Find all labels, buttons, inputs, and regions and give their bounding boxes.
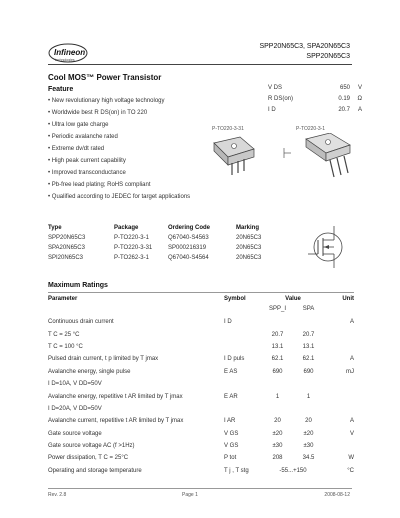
to220-icon xyxy=(300,133,356,179)
key-spec-row xyxy=(268,104,362,115)
max-ratings-divider xyxy=(48,292,354,293)
table-row xyxy=(48,233,286,243)
table-row xyxy=(48,243,286,253)
cell-symbol: P tot xyxy=(224,455,237,462)
cell-ordering-code: Q67040-S4564 xyxy=(168,255,209,261)
max-ratings-table xyxy=(48,294,354,314)
table-row xyxy=(48,452,354,464)
cell-value-spa: 13.1 xyxy=(302,343,315,350)
key-spec-row xyxy=(268,82,362,93)
cell-unit xyxy=(324,390,354,402)
table-row xyxy=(48,465,354,477)
cell-symbol: I D puls xyxy=(224,356,245,363)
cell-unit xyxy=(324,403,354,415)
cell-value-spp: 208 xyxy=(272,455,283,462)
cell-ordering-code: SP000216319 xyxy=(168,245,207,251)
cell-value-spa: 690 xyxy=(303,368,314,375)
cell-value-spp xyxy=(262,378,293,390)
cell-package: P-TO220-3-31 xyxy=(114,245,153,251)
header-unit: Unit xyxy=(342,296,354,302)
cell-parameter: Operating and storage temperature xyxy=(48,467,142,474)
cell-unit: W xyxy=(348,455,354,462)
header-type: Type xyxy=(48,224,62,231)
cell-value-spp: 1 xyxy=(275,393,280,400)
cell-symbol: E AR xyxy=(224,393,238,400)
cell-unit: A xyxy=(349,418,354,425)
table-row xyxy=(48,428,354,440)
cell-value-spa: 62.1 xyxy=(302,356,315,363)
cell-parameter: Gate source voltage AC (f >1Hz) xyxy=(48,443,135,450)
cell-unit xyxy=(324,328,354,340)
cell-value-spp: -55...+150 xyxy=(279,467,307,474)
feature-text: New revolutionary high voltage technology xyxy=(51,98,165,104)
cell-unit: mJ xyxy=(346,368,354,375)
table-row xyxy=(48,353,354,365)
cell-parameter: Power dissipation, T C = 25°C xyxy=(48,455,129,462)
cell-symbol: T j , T stg xyxy=(224,467,249,474)
header-ordering-code: Ordering Code xyxy=(168,224,211,231)
package-to220-image xyxy=(300,133,356,184)
spec-value: 0.19 xyxy=(338,95,350,102)
feature-text: Qualified according to JEDEC for target applications xyxy=(51,194,191,200)
package-label-to220-31: P-TO220-3-31 xyxy=(212,126,244,132)
footer-revision: Rev. 2.8 xyxy=(48,492,67,498)
features-list xyxy=(48,98,190,206)
cell-value-spa: ±20 xyxy=(303,430,314,437)
cell-unit: °C xyxy=(347,467,354,474)
cell-parameter: Avalanche current, repetitive t AR limited by T jmax xyxy=(48,418,184,425)
spec-symbol: I D xyxy=(268,106,276,113)
table-row xyxy=(48,415,354,427)
feature-text: Pb-free lead plating; RoHS compliant xyxy=(51,182,151,188)
n-channel-mosfet-icon xyxy=(306,224,352,270)
cell-marking: 20N65C3 xyxy=(236,245,262,251)
cell-value-spa xyxy=(293,378,324,390)
table-row xyxy=(48,328,354,340)
cell-parameter: Avalanche energy, single pulse xyxy=(48,368,131,375)
header-marking: Marking xyxy=(236,224,260,231)
cell-value-spp: 20.7 xyxy=(271,331,284,338)
cell-value-spp: 20 xyxy=(274,418,281,425)
cell-ordering-code: Q67040-S4563 xyxy=(168,235,209,241)
spec-symbol: R DS(on) xyxy=(268,95,294,102)
feature-item: • Worldwide best R DS(on) in TO 220 xyxy=(48,110,148,116)
empty-cell xyxy=(224,304,262,314)
key-specs xyxy=(268,82,362,115)
cell-symbol: I D xyxy=(224,319,232,326)
package-to220-fullpak-image xyxy=(210,135,260,182)
part-number-line2: SPP20N65C3 xyxy=(306,53,350,60)
cell-symbol: E AS xyxy=(224,368,238,375)
footer-page: Page 1 xyxy=(182,492,198,498)
mosfet-symbol xyxy=(306,224,352,275)
cell-symbol xyxy=(224,378,262,390)
part-number-line1: SPP20N65C3, SPA20N65C3 xyxy=(259,43,350,50)
spec-value: 650 xyxy=(339,84,350,91)
table-row xyxy=(48,390,354,402)
cell-value-spp: ±20 xyxy=(272,430,283,437)
table-row xyxy=(48,366,354,378)
cell-value-spa: 20 xyxy=(305,418,312,425)
feature-text: Periodic avalanche rated xyxy=(51,134,118,140)
svg-text:Infineon: Infineon xyxy=(54,48,86,57)
empty-cell xyxy=(48,304,224,314)
feature-text: Ultra low gate charge xyxy=(51,122,109,128)
feature-text: Worldwide best R DS(on) in TO 220 xyxy=(51,110,148,116)
cell-package: P-TO262-3-1 xyxy=(114,255,149,261)
spec-value: 20.7 xyxy=(338,106,350,113)
table-row xyxy=(48,440,354,452)
table-row xyxy=(48,403,354,415)
table-row xyxy=(48,316,354,328)
cell-symbol xyxy=(224,341,262,353)
footer-divider xyxy=(48,488,352,489)
table-row xyxy=(48,341,354,353)
max-ratings-subheader xyxy=(48,304,354,314)
cell-symbol: I AR xyxy=(224,418,236,425)
feature-text: Extreme dv/dt rated xyxy=(51,146,105,152)
empty-cell xyxy=(324,304,354,314)
subheader-spa: SPA xyxy=(302,306,315,312)
header-package: Package xyxy=(114,224,139,231)
cell-value-spp: 62.1 xyxy=(271,356,284,363)
to220-fullpak-icon xyxy=(210,135,260,177)
package-label-to220-1: P-TO220-3-1 xyxy=(296,126,326,132)
feature-item: • High peak current capability xyxy=(48,158,126,164)
cell-value-spp: 690 xyxy=(272,368,283,375)
max-ratings-header xyxy=(48,294,354,304)
cell-marking: 20N65C3 xyxy=(236,255,262,261)
cell-parameter: Gate source voltage xyxy=(48,430,102,437)
cell-symbol: V GS xyxy=(224,443,239,450)
cell-value-spa xyxy=(293,316,324,328)
pin-marker-svg xyxy=(282,146,294,160)
cell-value-spa xyxy=(293,403,324,415)
cell-unit: V xyxy=(349,430,354,437)
feature-item: • Extreme dv/dt rated xyxy=(48,146,105,152)
spec-unit: Ω xyxy=(357,95,362,102)
cell-unit: A xyxy=(349,356,354,363)
cell-parameter: I D=20A, V DD=50V xyxy=(48,405,102,412)
cell-type: SPP20N65C3 xyxy=(48,235,86,241)
pin-marker-icon xyxy=(282,146,294,165)
cell-type: SPI20N65C3 xyxy=(48,255,84,261)
cell-value-spp: ±30 xyxy=(272,443,283,450)
cell-marking: 20N65C3 xyxy=(236,235,262,241)
cell-value-spp xyxy=(262,403,293,415)
cell-type: SPA20N65C3 xyxy=(48,245,85,251)
feature-text: High peak current capability xyxy=(51,158,126,164)
feature-item: • Periodic avalanche rated xyxy=(48,134,118,140)
header-symbol: Symbol xyxy=(224,296,246,302)
type-table xyxy=(48,222,286,263)
cell-unit xyxy=(324,378,354,390)
cell-value-spa: ±30 xyxy=(303,443,314,450)
features-heading: Feature xyxy=(48,86,74,93)
feature-item: • Qualified according to JEDEC for target applications xyxy=(48,194,191,200)
spec-unit: V xyxy=(357,84,362,91)
subheader-spp: SPP_I xyxy=(268,306,286,312)
feature-text: Improved transconductance xyxy=(51,170,126,176)
cell-value-spp xyxy=(262,316,293,328)
cell-symbol xyxy=(224,328,262,340)
cell-value-spa: 1 xyxy=(306,393,311,400)
header-parameter: Parameter xyxy=(48,296,78,302)
cell-parameter: T C = 25 °C xyxy=(48,331,80,338)
header-value: Value xyxy=(285,296,301,302)
cell-unit: A xyxy=(349,319,354,326)
key-spec-row xyxy=(268,93,362,104)
feature-item: • Ultra low gate charge xyxy=(48,122,109,128)
table-row xyxy=(48,253,286,263)
max-ratings-heading: Maximum Ratings xyxy=(48,282,108,289)
cell-value-spa: 34.5 xyxy=(302,455,315,462)
feature-item: • New revolutionary high voltage technology xyxy=(48,98,165,104)
product-title: Cool MOS™ Power Transistor xyxy=(48,73,162,82)
cell-unit xyxy=(324,341,354,353)
cell-parameter: Pulsed drain current, t p limited by T jmax xyxy=(48,356,159,363)
max-ratings-body xyxy=(48,316,354,477)
cell-parameter: T C = 100 °C xyxy=(48,343,83,350)
cell-parameter: Avalanche energy, repetitive t AR limited by T jmax xyxy=(48,393,183,400)
feature-item: • Pb-free lead plating; RoHS compliant xyxy=(48,182,151,188)
spec-unit: A xyxy=(357,106,362,113)
svg-text:technologies: technologies xyxy=(55,58,75,62)
cell-unit xyxy=(324,440,354,452)
type-table-header xyxy=(48,222,286,233)
logo-swoosh-icon xyxy=(48,42,92,64)
infineon-logo xyxy=(48,42,88,62)
spec-symbol: V DS xyxy=(268,84,283,91)
cell-value-spa: 20.7 xyxy=(302,331,315,338)
cell-package: P-TO220-3-1 xyxy=(114,235,149,241)
header-divider xyxy=(48,64,352,65)
cell-symbol: V GS xyxy=(224,430,239,437)
footer-date: 2008-08-12 xyxy=(324,492,350,498)
cell-parameter: I D=10A, V DD=50V xyxy=(48,381,102,388)
cell-parameter: Continuous drain current xyxy=(48,319,114,326)
feature-item: • Improved transconductance xyxy=(48,170,126,176)
cell-symbol xyxy=(224,403,262,415)
table-row xyxy=(48,378,354,390)
cell-value-spp: 13.1 xyxy=(271,343,284,350)
